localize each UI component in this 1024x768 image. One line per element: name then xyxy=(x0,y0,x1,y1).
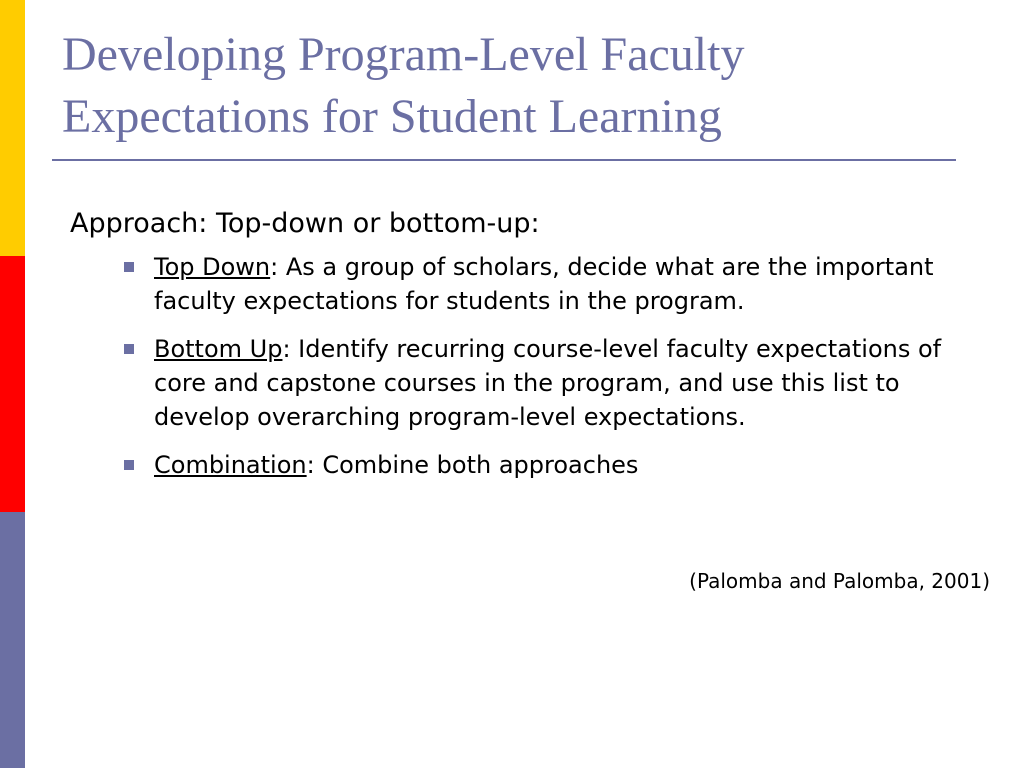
bullet-top-down xyxy=(70,250,1000,318)
square-bullet-icon xyxy=(124,460,134,470)
citation: (Palomba and Palomba, 2001) xyxy=(689,569,990,593)
lead-text: Approach: Top-down or bottom-up: xyxy=(70,208,540,239)
bullet-list xyxy=(70,250,1000,482)
sidebar-yellow-segment xyxy=(0,0,25,256)
sidebar-blue-segment xyxy=(0,512,25,768)
bullet-term: Bottom Up xyxy=(154,335,283,363)
title-divider xyxy=(52,159,956,161)
title-line-2: Expectations for Student Learning xyxy=(62,90,722,143)
slide-body xyxy=(70,204,1000,496)
sidebar-red-segment xyxy=(0,256,25,512)
square-bullet-icon xyxy=(124,262,134,272)
title-line-1: Developing Program-Level Faculty xyxy=(62,28,745,81)
square-bullet-icon xyxy=(124,344,134,354)
bullet-text: : As a group of scholars, decide what are the important faculty expectations for students in the program. xyxy=(154,253,934,315)
bullet-bottom-up xyxy=(70,332,1000,434)
slide-title xyxy=(62,24,962,148)
bullet-text: : Identify recurring course-level faculty expectations of core and capstone courses in the program, and use this list to develop overarching program-level expectations. xyxy=(154,335,942,431)
bullet-term: Combination xyxy=(154,451,307,479)
bullet-combination xyxy=(70,448,1000,482)
decorative-sidebar xyxy=(0,0,25,768)
bullet-term: Top Down xyxy=(154,253,271,281)
bullet-text: : Combine both approaches xyxy=(306,451,639,479)
